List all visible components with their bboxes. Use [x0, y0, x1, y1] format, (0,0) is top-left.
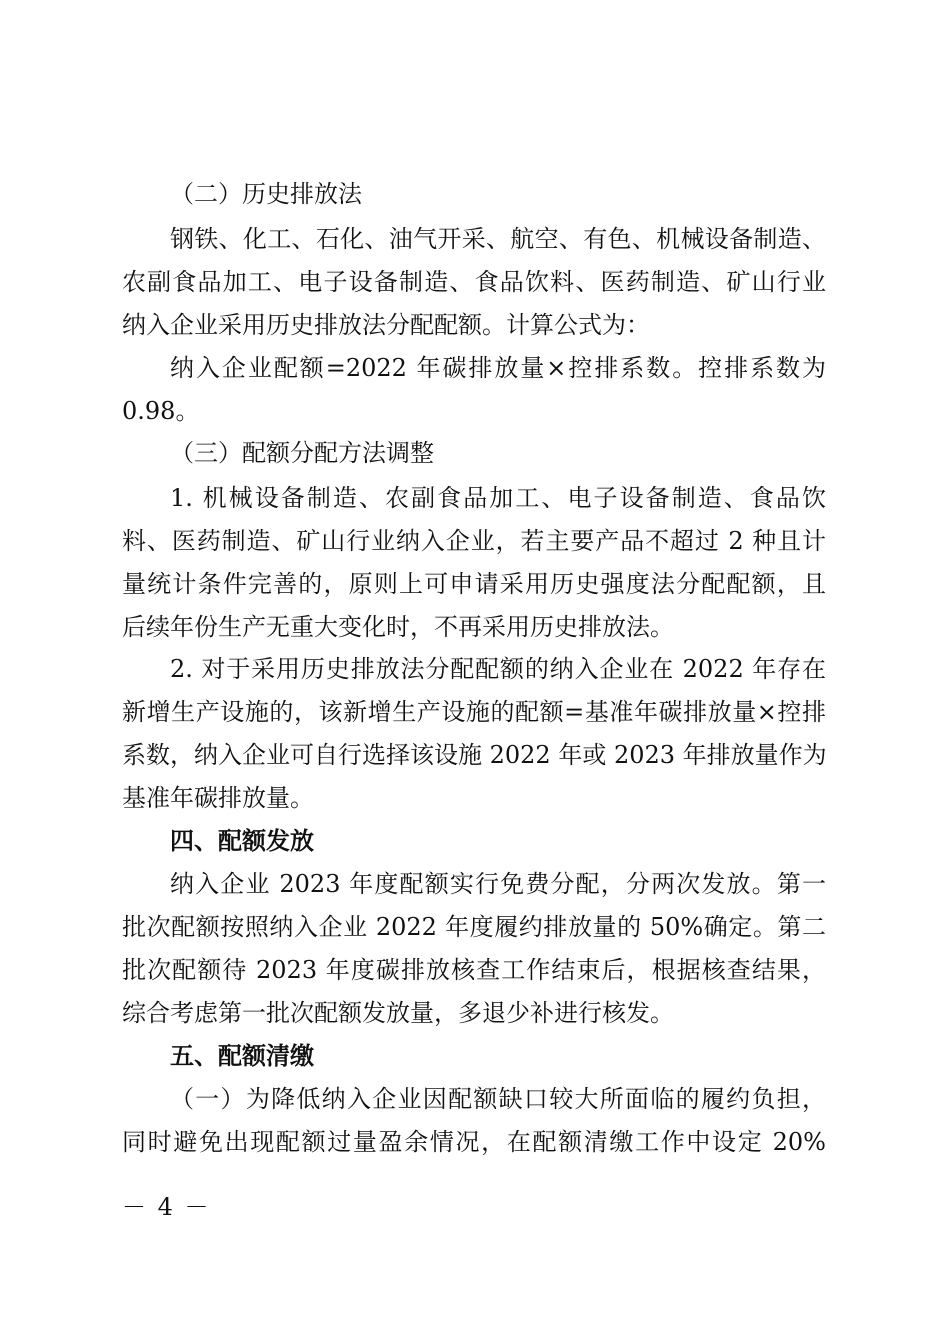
paragraph-line: 基准年碳排放量。 [122, 784, 314, 812]
section-heading-allowance-issuance: 四、配额发放 [170, 826, 314, 855]
paragraph-line: 料、医药制造、矿山行业纳入企业，若主要产品不超过 2 种且计 [122, 527, 826, 555]
subheading-historical-emission-method: （二）历史排放法 [170, 180, 362, 208]
page-number: － 4 － [122, 1193, 211, 1221]
paragraph-line: 系数，纳入企业可自行选择该设施 2022 年或 2023 年排放量作为 [122, 741, 827, 769]
paragraph-line: 后续年份生产无重大变化时，不再采用历史排放法。 [122, 613, 674, 641]
paragraph-line: 0.98。 [122, 397, 200, 425]
paragraph-line: 量统计条件完善的，原则上可申请采用历史强度法分配配额，且 [122, 570, 826, 598]
paragraph-line: 钢铁、化工、石化、油气开采、航空、有色、机械设备制造、 [170, 225, 826, 253]
paragraph-line: 批次配额按照纳入企业 2022 年度履约排放量的 50%确定。第二 [122, 913, 826, 941]
formula-line: 纳入企业配额=2022 年碳排放量×控排系数。控排系数为 [170, 354, 826, 382]
paragraph-line: 纳入企业采用历史排放法分配配额。计算公式为： [122, 311, 650, 339]
subheading-method-adjustment: （三）配额分配方法调整 [170, 439, 434, 467]
paragraph-line: （一）为降低纳入企业因配额缺口较大所面临的履约负担， [170, 1085, 826, 1113]
section-heading-allowance-surrender: 五、配额清缴 [170, 1041, 314, 1070]
paragraph-line: 纳入企业 2023 年度配额实行免费分配，分两次发放。第一 [170, 870, 826, 898]
paragraph-line: 综合考虑第一批次配额发放量，多退少补进行核发。 [122, 999, 674, 1027]
paragraph-line: 批次配额待 2023 年度碳排放核查工作结束后，根据核查结果， [122, 956, 826, 984]
paragraph-line: 同时避免出现配额过量盈余情况，在配额清缴工作中设定 20% [122, 1128, 826, 1156]
paragraph-line: 2. 对于采用历史排放法分配配额的纳入企业在 2022 年存在 [170, 655, 826, 683]
paragraph-line: 农副食品加工、电子设备制造、食品饮料、医药制造、矿山行业 [122, 268, 826, 296]
paragraph-line: 1. 机械设备制造、农副食品加工、电子设备制造、食品饮 [170, 484, 826, 512]
paragraph-line: 新增生产设施的，该新增生产设施的配额=基准年碳排放量×控排 [122, 698, 826, 726]
